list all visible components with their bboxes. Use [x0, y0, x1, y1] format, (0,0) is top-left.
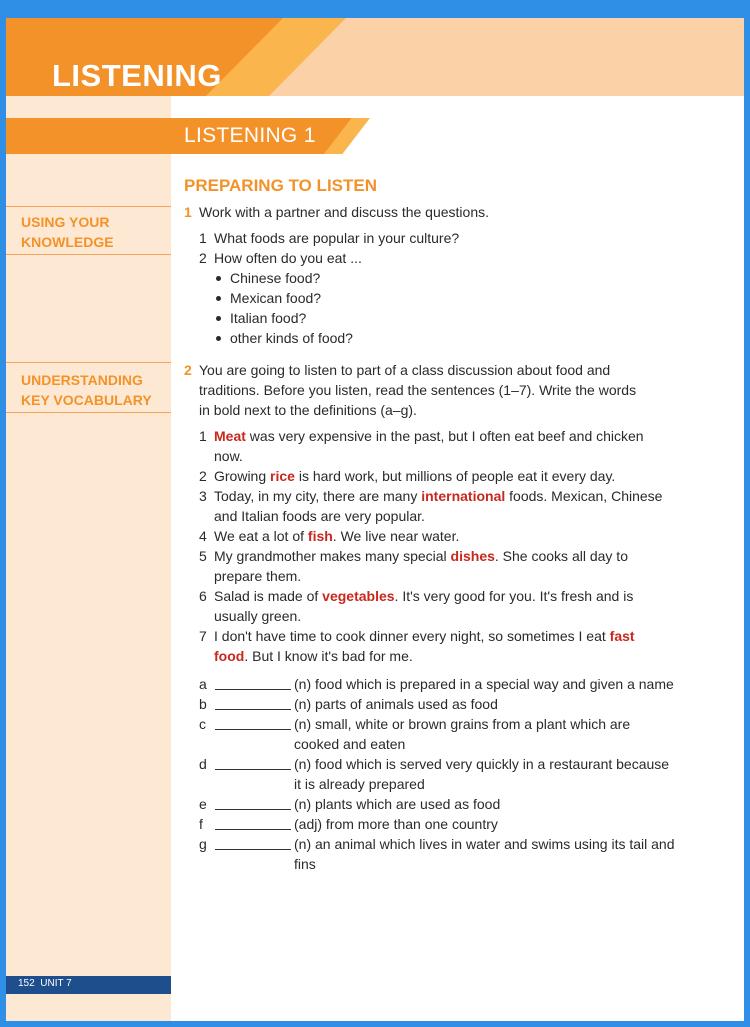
question-text: Work with a partner and discuss the questions.	[199, 204, 490, 220]
sidebar-label-line: UNDERSTANDING	[21, 372, 143, 388]
page-title: LISTENING	[52, 58, 222, 93]
bullet-text: Chinese food?	[230, 270, 321, 286]
bullet-text: Mexican food?	[230, 290, 322, 306]
keyword: dishes	[450, 548, 495, 564]
bullet-icon	[216, 276, 221, 281]
bullet-icon	[216, 296, 221, 301]
definition-letter: e	[199, 796, 207, 812]
keyword: vegetables	[322, 588, 395, 604]
sidebar-label-vocabulary	[21, 370, 152, 410]
sentence-text	[214, 586, 664, 626]
definition-letter: d	[199, 756, 207, 772]
definition-text: (n) an animal which lives in water and swims using its tail and fins	[294, 836, 675, 872]
keyword: Meat	[214, 428, 246, 444]
sentence-text	[214, 526, 664, 546]
bullet-text: Italian food?	[230, 310, 307, 326]
sentence-text	[214, 486, 664, 526]
item-number: 5	[199, 548, 207, 564]
item-number: 7	[199, 628, 207, 644]
keyword: fast food	[214, 628, 635, 664]
page-footer	[18, 978, 72, 989]
question-text: You are going to listen to part of a class discussion about food and traditions. Before you listen, read the sentences (1–7). Write the words in bold next to the definitions (a–g).	[199, 362, 637, 418]
definition-letter: f	[199, 816, 203, 832]
sentence-text	[214, 626, 664, 666]
answer-blank[interactable]	[215, 689, 291, 690]
answer-blank[interactable]	[215, 769, 291, 770]
question-number: 2	[184, 362, 192, 378]
item-number: 4	[199, 528, 207, 544]
definition-letter: a	[199, 676, 207, 692]
keyword: international	[421, 488, 506, 504]
sidebar-label-knowledge	[21, 212, 114, 252]
sidebar-rule	[6, 206, 171, 207]
section-title: LISTENING 1	[184, 124, 316, 147]
definition-text: (n) small, white or brown grains from a plant which are cooked and eaten	[294, 716, 631, 752]
sentence-part: . She cooks all day to prepare them.	[214, 548, 628, 584]
sentence-part: My grandmother makes many special	[214, 548, 451, 564]
page-number: 152	[18, 978, 35, 989]
definition-text: (n) food which is prepared in a special way and given a name	[294, 676, 674, 692]
definition-letter: b	[199, 696, 207, 712]
keyword: rice	[270, 468, 295, 484]
sentence-part: We eat a lot of	[214, 528, 308, 544]
item-number: 1	[199, 428, 207, 444]
keyword: fish	[307, 528, 333, 544]
sentence-part: Salad is made of	[214, 588, 323, 604]
sidebar-label-line: KNOWLEDGE	[21, 234, 114, 250]
sidebar-rule	[6, 362, 171, 363]
bullet-icon	[216, 316, 221, 321]
sentence-text	[214, 546, 664, 586]
sentence-part: . We live near water.	[332, 528, 460, 544]
sentence-part: foods. Mexican, Chinese and Italian foods are very popular.	[214, 488, 663, 524]
sentence-part: is hard work, but millions of people eat it every day.	[294, 468, 616, 484]
bullet-text: other kinds of food?	[230, 330, 353, 346]
answer-blank[interactable]	[215, 729, 291, 730]
sentence-part: Growing	[214, 468, 271, 484]
unit-label: UNIT 7	[40, 978, 72, 989]
preparing-heading: PREPARING TO LISTEN	[184, 176, 378, 195]
definition-letter: c	[199, 716, 206, 732]
item-text: What foods are popular in your culture?	[214, 230, 460, 246]
answer-blank[interactable]	[215, 709, 291, 710]
definition-text: (n) parts of animals used as food	[294, 696, 498, 712]
sentence-part: . But I know it's bad for me.	[244, 648, 413, 664]
textbook-page	[6, 18, 744, 1021]
sentence-text	[214, 426, 664, 466]
sentence-part: I don't have time to cook dinner every night, so sometimes I eat	[214, 628, 610, 644]
sentence-part: Today, in my city, there are many	[214, 488, 422, 504]
item-text: How often do you eat ...	[214, 250, 362, 266]
sentence-part: was very expensive in the past, but I often eat beef and chicken now.	[214, 428, 644, 464]
item-number: 6	[199, 588, 207, 604]
bullet-icon	[216, 336, 221, 341]
definition-letter: g	[199, 836, 207, 852]
answer-blank[interactable]	[215, 849, 291, 850]
sidebar-rule	[6, 254, 171, 255]
answer-blank[interactable]	[215, 809, 291, 810]
sentence-text	[214, 466, 664, 486]
sidebar-label-line: USING YOUR	[21, 214, 110, 230]
item-number: 2	[199, 250, 207, 266]
sidebar-rule	[6, 412, 171, 413]
definition-text: (adj) from more than one country	[294, 816, 498, 832]
definition-text: (n) plants which are used as food	[294, 796, 501, 812]
item-number: 3	[199, 488, 207, 504]
definition-text: (n) food which is served very quickly in a restaurant because it is already prepared	[294, 756, 670, 792]
question-number: 1	[184, 204, 192, 220]
sentence-part: . It's very good for you. It's fresh and is usually green.	[214, 588, 634, 624]
item-number: 2	[199, 468, 207, 484]
answer-blank[interactable]	[215, 829, 291, 830]
item-number: 1	[199, 230, 207, 246]
sidebar-label-line: KEY VOCABULARY	[21, 392, 152, 408]
